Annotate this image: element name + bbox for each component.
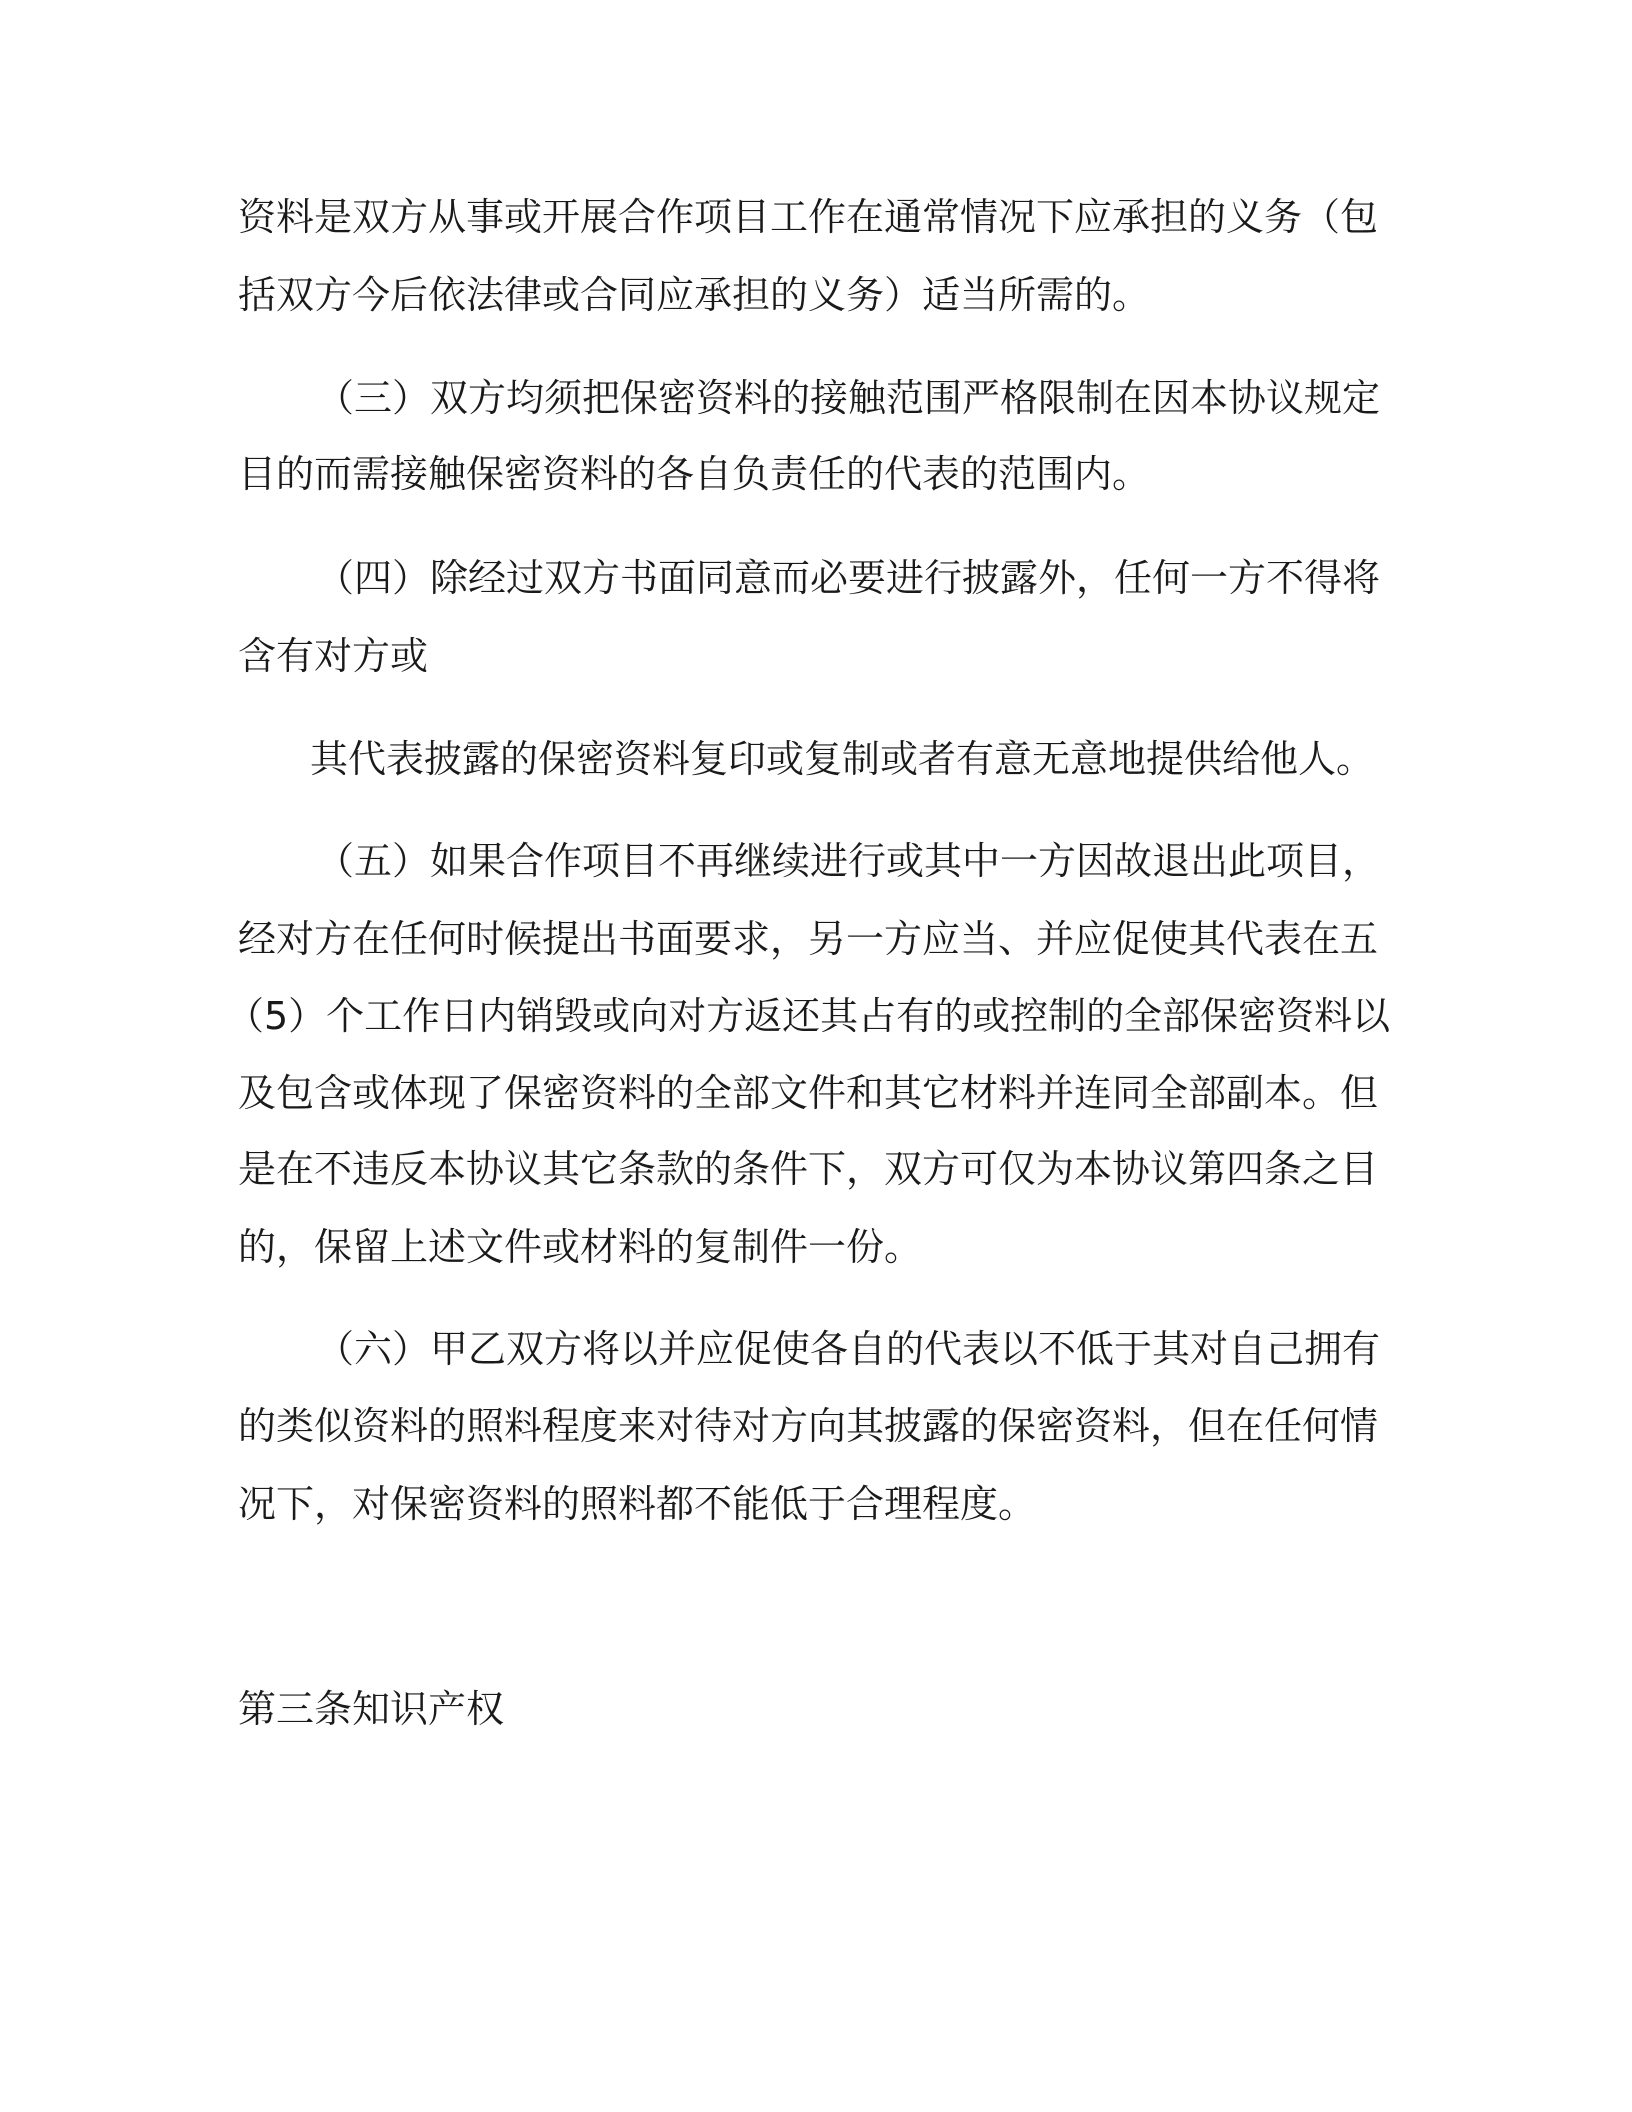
text-line: （三）双方均须把保密资料的接触范围严格限制在因本协议规定	[316, 376, 1381, 420]
text-line: （六）甲乙双方将以并应促使各自的代表以不低于其对自己拥有	[316, 1327, 1381, 1371]
text-line: 括双方今后依法律或合同应承担的义务）适当所需的。	[238, 273, 1151, 317]
text-line: 其代表披露的保密资料复印或复制或者有意无意地提供给他人。	[310, 737, 1375, 781]
text-line: 是在不违反本协议其它条款的条件下，双方可仅为本协议第四条之目	[238, 1147, 1379, 1191]
text-line: 及包含或体现了保密资料的全部文件和其它材料并连同全部副本。但	[238, 1071, 1379, 1115]
text-line: （5）个工作日内销毁或向对方返还其占有的或控制的全部保密资料以	[226, 994, 1391, 1038]
text-line: 的，保留上述文件或材料的复制件一份。	[238, 1225, 923, 1269]
text-line: 资料是双方从事或开展合作项目工作在通常情况下应承担的义务（包	[238, 195, 1379, 239]
text-line: 含有对方或	[238, 634, 429, 678]
text-line: （五）如果合作项目不再继续进行或其中一方因故退出此项目，	[316, 839, 1381, 883]
text-line: 经对方在任何时候提出书面要求，另一方应当、并应促使其代表在五	[238, 917, 1379, 961]
text-line: 况下，对保密资料的照料都不能低于合理程度。	[238, 1482, 1037, 1526]
text-line: 的类似资料的照料程度来对待对方向其披露的保密资料，但在任何情	[238, 1404, 1379, 1448]
text-line: 目的而需接触保密资料的各自负责任的代表的范围内。	[238, 452, 1151, 496]
section-heading: 第三条知识产权	[238, 1687, 505, 1731]
text-line: （四）除经过双方书面同意而必要进行披露外，任何一方不得将	[316, 556, 1381, 600]
